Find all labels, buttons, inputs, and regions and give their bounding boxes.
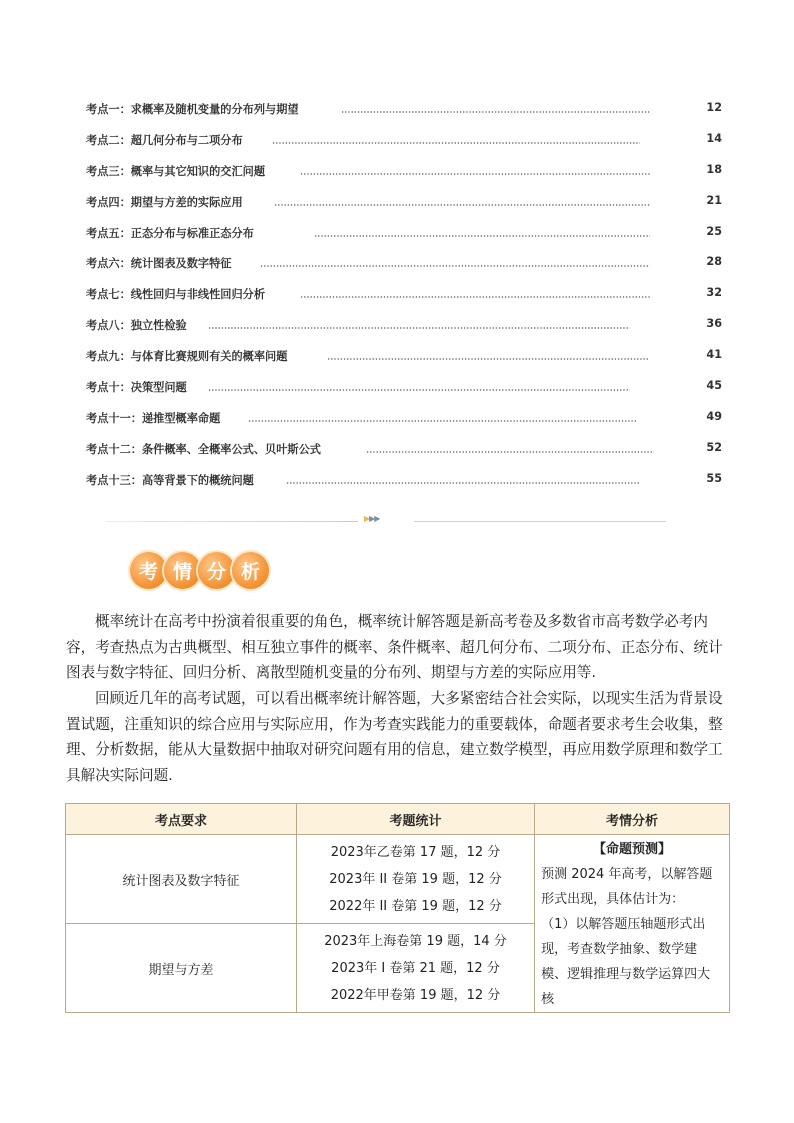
divider-arrows-icon: ▶▶▶ [364,514,380,523]
toc-item-label: 考点八：独立性检验 [86,317,191,333]
toc-leader [341,111,650,113]
table-row [66,835,730,924]
toc-item-page: 41 [706,348,722,362]
analysis-cell [535,835,730,1013]
toc-item-label: 考点十二：条件概率、全概率公式、贝叶斯公式 [86,441,325,457]
toc-leader [300,296,650,298]
badge-char: 析 [232,552,269,589]
stat-line: 2023年乙卷第 17 题，12 分 [330,844,501,860]
toc-item[interactable] [86,314,722,345]
toc-leader [274,204,650,206]
toc-item-page: 12 [706,101,722,114]
toc-item-page: 21 [706,193,722,207]
toc-item[interactable] [86,469,722,500]
toc-item[interactable] [86,252,722,283]
toc-item-page: 36 [706,317,722,331]
toc-item-page: 45 [706,379,722,393]
section-badge [130,552,266,592]
stat-line: 2023年上海卷第 19 题，14 分 [324,933,507,949]
toc-item-label: 考点四：期望与方差的实际应用 [86,194,247,210]
toc-item-page: 25 [706,224,722,238]
toc-item[interactable] [86,129,722,160]
stat-line: 2022年甲卷第 19 题，12 分 [330,987,501,1003]
toc-item-label: 考点十三：高等背景下的概统问题 [86,472,258,488]
toc-item-label: 考点二：超几何分布与二项分布 [86,132,247,148]
toc-item[interactable] [86,376,722,407]
toc-item-label: 考点五：正态分布与标准正态分布 [86,225,258,241]
toc-leader [300,173,650,175]
header-statistics: 考题统计 [296,804,534,835]
header-analysis: 考情分析 [535,804,730,835]
toc-item-page: 28 [706,255,722,269]
header-requirement: 考点要求 [66,804,297,835]
toc-leader [248,420,636,422]
stat-line: 2023年 I 卷第 21 题，12 分 [331,960,500,976]
toc-leader [314,235,650,237]
toc-item-page: 14 [706,131,722,145]
toc-leader [272,142,640,144]
toc-item-page: 55 [706,471,722,485]
toc-item-page: 32 [706,286,722,300]
toc-item[interactable] [86,191,722,222]
toc-item-label: 考点七：线性回归与非线性回归分析 [86,286,269,302]
toc-item-page: 52 [706,440,722,454]
stat-line: 2023年 II 卷第 19 题，12 分 [329,871,502,887]
toc-leader [327,358,648,360]
toc-leader [366,451,654,453]
toc-item-label: 考点九：与体育比赛规则有关的概率问题 [86,348,291,364]
toc-item[interactable] [86,345,722,376]
toc-leader [260,265,650,267]
topic-cell: 统计图表及数字特征 [66,835,297,924]
toc-item[interactable] [86,283,722,314]
toc-item-label: 考点十一：递推型概率命题 [86,410,224,426]
toc-leader [286,482,640,484]
divider-left [106,521,358,522]
divider-right [414,521,666,522]
table-header-row [66,804,730,835]
badge-char: 情 [164,552,201,589]
toc-item[interactable] [86,222,722,253]
analysis-text-2: （1）以解答题压轴题形式出现，考查数学抽象、数学建模、逻辑推理与数学运算四大核 [541,917,711,1007]
table-of-contents [86,98,722,500]
toc-item-label: 考点十：决策型问题 [86,379,191,395]
toc-item-page: 49 [706,409,722,423]
exam-analysis-table [65,803,730,1013]
toc-item-page: 18 [706,162,722,176]
toc-item-label: 考点六：统计图表及数字特征 [86,255,235,271]
stat-line: 2022年 II 卷第 19 题，12 分 [329,898,502,914]
stats-cell [296,924,534,1013]
toc-item[interactable] [86,438,722,469]
badge-char: 分 [198,552,235,589]
toc-item[interactable] [86,98,722,129]
analysis-text: 预测 2024 年高考，以解答题形式出现，具体估计为： [541,867,713,907]
toc-leader [208,327,630,329]
intro-paragraph: 概率统计在高考中扮演着很重要的角色，概率统计解答题是新高考卷及多数省市高考数学必考内容，考查热点为古典概型、相互独立事件的概率、条件概率、超几何分布、二项分布、正态分布、统计图表与数字特征、回归分析、离散型随机变量的分布列、期望与方差的实际应用等. [66,613,723,681]
toc-item-label: 考点三：概率与其它知识的交汇问题 [86,163,269,179]
toc-leader [208,389,630,391]
topic-cell: 期望与方差 [66,924,297,1013]
toc-item-label: 考点一：求概率及随机变量的分布列与期望 [86,101,303,117]
stats-cell [296,835,534,924]
analysis-title: 【命题预测】 [593,842,672,857]
badge-char: 考 [130,552,167,589]
review-paragraph: 回顾近几年的高考试题，可以看出概率统计解答题，大多紧密结合社会实际，以现实生活为背景设置试题，注重知识的综合应用与实际应用，作为考查实践能力的重要载体，命题者要求考生会收集，整理、分析数据，能从大量数据中抽取对研究问题有用的信息，建立数学模型，再应用数学原理和数学工具解决实际问题. [66,690,723,784]
toc-item[interactable] [86,407,722,438]
toc-item[interactable] [86,160,722,191]
